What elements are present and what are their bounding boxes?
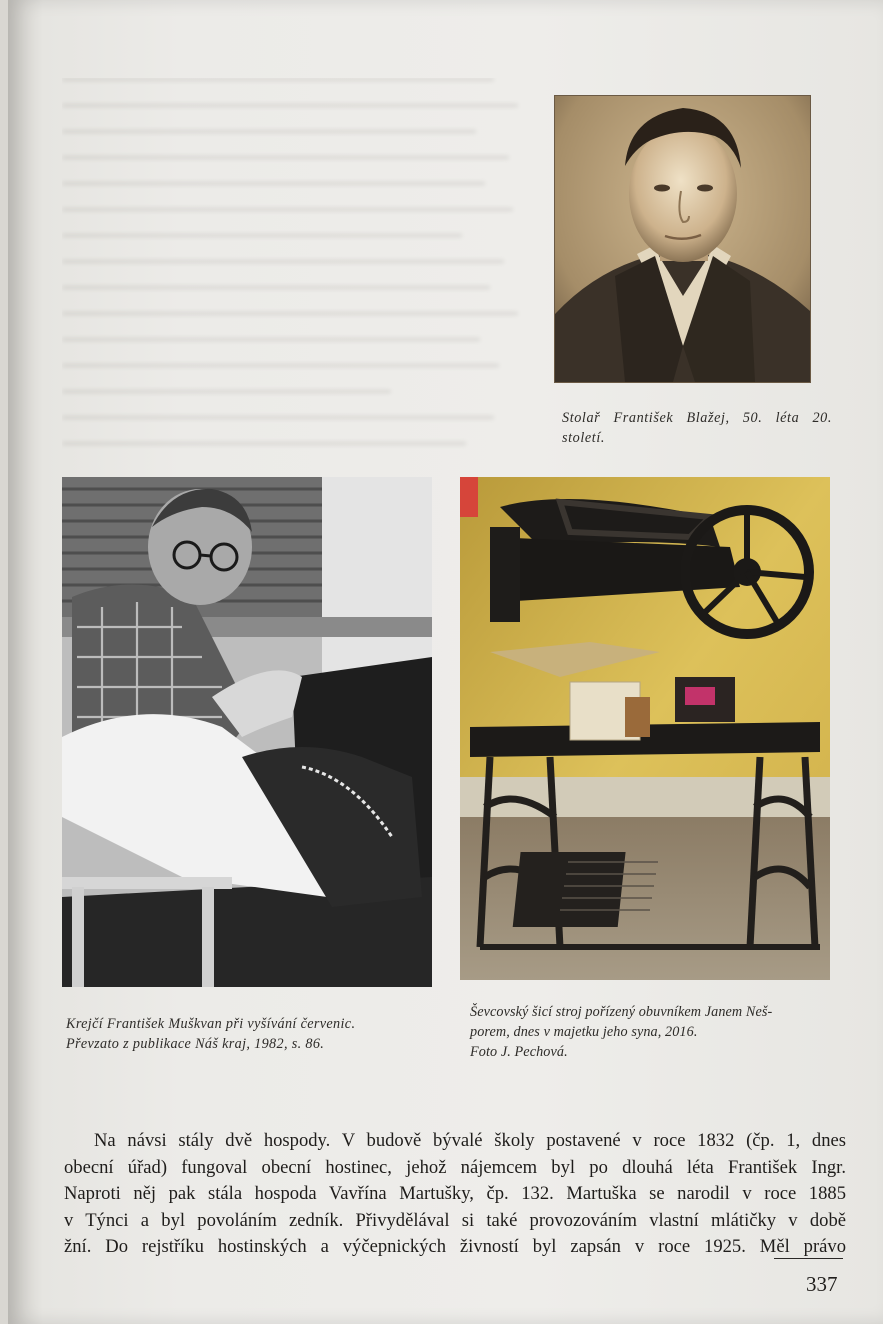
body-line: Naproti něj pak stála hospoda Vavřína Martušky, čp. 132. Martuška se narodil v roce 1885 [64, 1183, 846, 1204]
show-through-text [62, 78, 532, 468]
portrait-caption [562, 408, 832, 448]
caption-line: Krejčí František Muškvan při vyšívání červenic. [66, 1016, 356, 1032]
tailor-photo [62, 477, 432, 987]
caption-line: Foto J. Pechová. [470, 1044, 568, 1060]
body-line: obecní úřad) fungoval obecní hostinec, jehož nájemcem byl po dlouhá léta František Ingr. [64, 1156, 846, 1178]
portrait-photo [555, 96, 810, 382]
body-line: Na návsi stály dvě hospody. V budově bývalé školy postavené v roce 1832 (čp. 1, dnes [94, 1130, 846, 1151]
page-number: 337 [806, 1272, 838, 1296]
caption-line: Ševcovský šicí stroj pořízený obuvníkem Janem Neš- [470, 1004, 773, 1020]
sewing-machine-photo [460, 477, 830, 980]
body-line: žní. Do rejstříku hostinských a výčepnických živností byl zapsán v roce 1925. Měl právo [64, 1236, 846, 1257]
tailor-caption [66, 1014, 446, 1054]
body-line: v Týnci a byl povoláním zedník. Přivydělával si také provozováním vlastní mlátičky v době [64, 1209, 846, 1231]
caption-line: století. [562, 430, 606, 446]
caption-line: Stolař František Blažej, 50. léta 20. [562, 410, 832, 426]
caption-line: Převzato z publikace Náš kraj, 1982, s. 86. [66, 1036, 325, 1052]
body-paragraph [64, 1128, 846, 1261]
caption-line: porem, dnes v majetku jeho syna, 2016. [470, 1024, 698, 1040]
footnote-rule [774, 1258, 843, 1259]
sewing-machine-caption [470, 1002, 850, 1062]
